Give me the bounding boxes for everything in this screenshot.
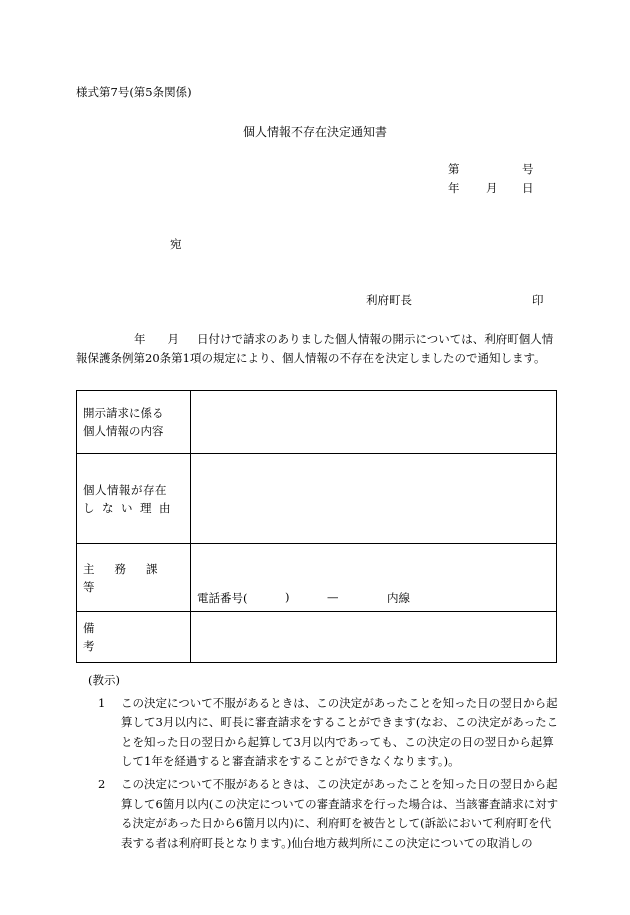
note-text: この決定について不服があるときは、この決定があったことを知った日の翌日から起算して3月以内に、町長に審査請求をすることができます(なお、この決定があったことを知った日の翌日から起算して3月以内であっても、この決定の日の翌日から起算して1年を経過すると審査請求をすることができなくなります。)。 — [121, 695, 559, 769]
label-text: 個人情報の内容 — [83, 424, 164, 438]
date-day: 日 — [522, 181, 534, 195]
row-label-department — [77, 544, 191, 612]
body-year: 年 — [134, 332, 146, 346]
table-row — [77, 391, 557, 454]
list-item — [88, 694, 562, 772]
addressee-suffix: 宛 — [170, 237, 182, 251]
label-text: 備考 — [83, 621, 167, 653]
label-text: 開示請求に係る — [83, 406, 164, 420]
reference-go: 号 — [522, 162, 534, 176]
row-value-request-content — [191, 391, 557, 454]
table-row — [77, 454, 557, 544]
note-text: この決定について不服があるときは、この決定があったことを知った日の翌日から起算して6箇月以内(この決定についての審査請求を行った場合は、当該審査請求に対する決定があった日から6箇月以内)に、利府町を被告として(訴訟において利府町を代表する者は利府町長となります。)仙台地方裁判所にこの決定についての取消しの — [121, 776, 559, 850]
row-value-nonexistence-reason — [191, 454, 557, 544]
document-title: 個人情報不存在決定通知書 — [242, 125, 387, 139]
instructions-heading: (教示) — [88, 673, 120, 687]
table-row — [77, 544, 557, 612]
info-table — [76, 390, 557, 663]
note-number: 2 — [98, 776, 106, 791]
label-line: しない理由 — [83, 500, 178, 515]
phone-dash: — — [327, 590, 339, 604]
row-value-department — [191, 544, 557, 612]
reference-dai: 第 — [448, 162, 460, 176]
date-year: 年 — [448, 181, 460, 195]
table-row — [77, 612, 557, 663]
label-line: 個人情報が存在 — [83, 482, 167, 497]
issuer-name: 利府町長 — [366, 293, 412, 307]
body-month: 月 — [167, 332, 179, 346]
row-label-nonexistence-reason — [77, 454, 191, 544]
instructions-section — [88, 671, 562, 853]
row-label-remarks — [77, 612, 191, 663]
list-item — [88, 775, 562, 853]
label-line — [83, 404, 184, 422]
body-paragraph — [76, 330, 556, 368]
phone-label: 電話番号( — [197, 591, 248, 605]
form-number: 様式第7号(第5条関係) — [76, 85, 192, 99]
phone-extension-label: 内線 — [387, 591, 410, 605]
body-text: 日付けで請求のありました個人情報の開示については、利府町個人情報保護条例第20条第1項の規定により、個人情報の不存在を決定しましたので通知します。 — [76, 332, 554, 365]
label-line — [83, 422, 184, 440]
label-text: 主務課等 — [83, 561, 178, 594]
seal-mark: 印 — [532, 293, 544, 307]
note-number: 1 — [98, 695, 106, 710]
row-label-request-content — [77, 391, 191, 454]
phone-close-paren: ) — [285, 590, 290, 604]
row-value-remarks — [191, 612, 557, 663]
date-month: 月 — [486, 181, 498, 195]
